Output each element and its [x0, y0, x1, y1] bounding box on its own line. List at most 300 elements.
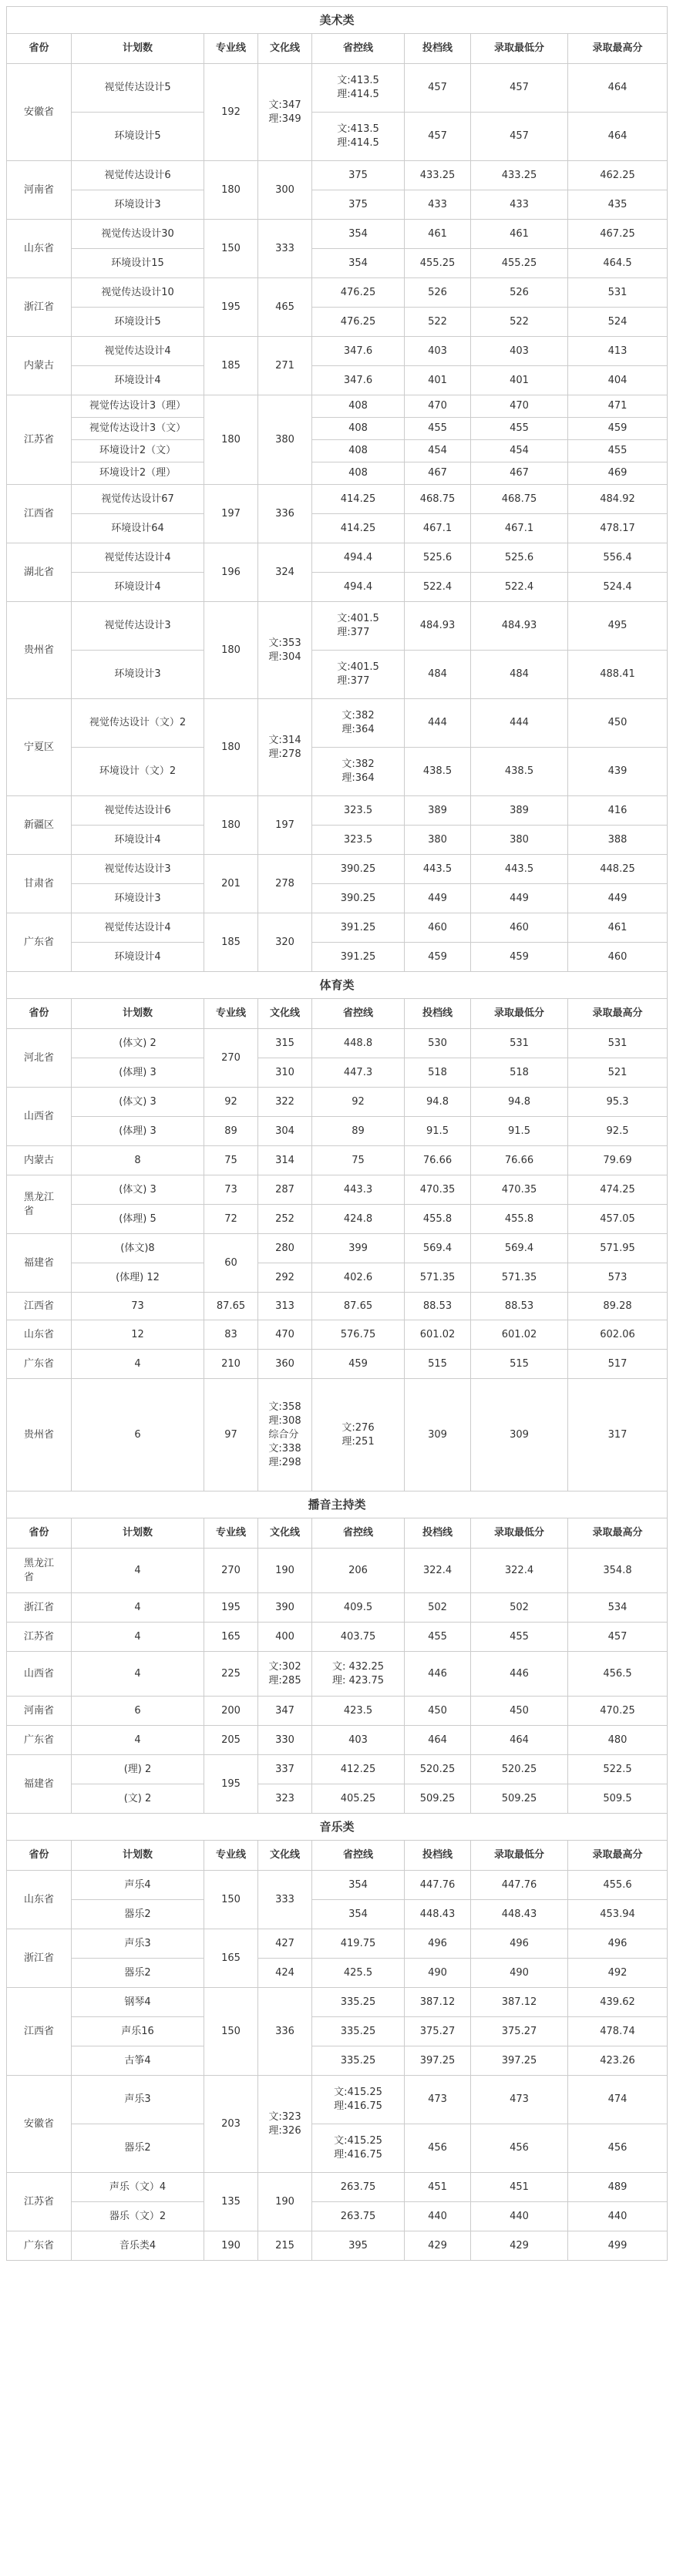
province-cell-text: 江西省: [23, 1300, 54, 1312]
province-cell: [7, 1697, 72, 1726]
province-cell-text: 贵州省: [23, 644, 54, 656]
control-line-cell-text: 494.4: [343, 580, 373, 593]
column-header: [7, 1518, 72, 1549]
control-line-cell: [312, 1871, 405, 1900]
toudang-line-cell: [405, 1652, 471, 1697]
table-row: [7, 462, 668, 485]
column-header-text: 投档线: [422, 1527, 453, 1539]
min-score-cell-text: 447.76: [501, 1878, 537, 1891]
min-score-cell-text: 375.27: [501, 2025, 537, 2037]
max-score-cell: [568, 1117, 668, 1146]
min-score-cell: [471, 943, 568, 972]
major-line-cell-text: 72: [224, 1212, 237, 1225]
plan-count-cell-text: 4: [134, 1601, 141, 1613]
plan-count-cell-text: 12: [131, 1328, 144, 1340]
min-score-cell-text: 467: [510, 467, 529, 479]
max-score-cell: [568, 1379, 668, 1491]
max-score-cell-text: 89.28: [603, 1300, 632, 1312]
min-score-cell-text: 522: [510, 315, 529, 328]
max-score-cell: [568, 440, 668, 462]
min-score-cell: [471, 913, 568, 943]
table-row: [7, 2202, 668, 2231]
min-score-cell: [471, 1058, 568, 1088]
plan-count-cell-text: 器乐2: [124, 2142, 151, 2154]
max-score-cell-text: 464: [607, 130, 628, 142]
column-header-text: 投档线: [422, 1849, 453, 1861]
toudang-line-cell-text: 461: [428, 227, 447, 240]
max-score-cell: [568, 2173, 668, 2202]
column-header-text: 录取最高分: [592, 1849, 643, 1861]
max-score-cell: [568, 796, 668, 826]
section-title: [7, 7, 668, 34]
control-line-cell: [312, 1175, 405, 1205]
toudang-line-cell: [405, 2231, 471, 2261]
min-score-cell: [471, 1988, 568, 2017]
culture-line-cell-text: 323: [275, 1792, 294, 1804]
plan-count-cell-text: 古筝4: [124, 2054, 151, 2067]
column-header-text: 计划数: [122, 1007, 153, 1019]
table-row: [7, 1029, 668, 1058]
plan-count-cell: [72, 2173, 204, 2202]
toudang-line-cell: [405, 1263, 471, 1293]
major-line-cell-text: 180: [221, 183, 241, 196]
plan-count-cell: [72, 1988, 204, 2017]
min-score-cell: [471, 1293, 568, 1320]
control-line-cell-text: 354: [348, 257, 368, 269]
province-cell-text: 黑龙江 省: [23, 1557, 54, 1583]
header-row: [7, 999, 668, 1029]
toudang-line-cell-text: 322.4: [422, 1564, 453, 1576]
column-header: [72, 1841, 204, 1871]
max-score-cell-text: 509.5: [603, 1792, 632, 1804]
max-score-cell-text: 480: [607, 1734, 628, 1746]
plan-count-cell: [72, 1263, 204, 1293]
min-score-cell: [471, 249, 568, 278]
control-line-cell-text: 92: [352, 1095, 365, 1108]
major-line-cell-text: 190: [221, 2239, 241, 2251]
control-line-cell: [312, 485, 405, 514]
plan-count-cell: [72, 651, 204, 699]
min-score-cell: [471, 796, 568, 826]
max-score-cell-text: 478.74: [600, 2025, 635, 2037]
column-header: [312, 1518, 405, 1549]
control-line-cell-text: 375: [348, 169, 368, 181]
table-row: [7, 2173, 668, 2202]
province-cell-text: 安徽省: [23, 106, 54, 118]
table-row: [7, 190, 668, 220]
control-line-cell-text: 414.25: [340, 522, 376, 534]
toudang-line-cell-text: 470.35: [419, 1183, 456, 1196]
control-line-cell: [312, 1293, 405, 1320]
culture-line-cell-text: 336: [275, 507, 294, 520]
max-score-cell-text: 524: [607, 315, 628, 328]
plan-count-cell-text: 视觉传达设计67: [101, 493, 174, 505]
max-score-cell: [568, 1784, 668, 1814]
min-score-cell-text: 601.02: [501, 1328, 537, 1340]
max-score-cell-text: 499: [607, 2239, 628, 2251]
control-line-cell: [312, 1755, 405, 1784]
max-score-cell-text: 455: [607, 445, 628, 456]
toudang-line-cell: [405, 1175, 471, 1205]
province-cell: [7, 855, 72, 913]
min-score-cell: [471, 2231, 568, 2261]
control-line-cell: [312, 573, 405, 602]
major-line-cell-text: 180: [221, 644, 241, 656]
control-line-cell-text: 347.6: [343, 345, 373, 357]
control-line-cell-text: 424.8: [343, 1212, 373, 1225]
culture-line-cell-text: 文:314 理:278: [268, 734, 301, 760]
province-cell: [7, 337, 72, 395]
plan-count-cell-text: 视觉传达设计3: [104, 863, 171, 875]
admission-scores-document: [6, 6, 667, 2261]
province-cell-text: 安徽省: [23, 2117, 54, 2130]
min-score-cell: [471, 699, 568, 748]
min-score-cell: [471, 826, 568, 855]
min-score-cell: [471, 2124, 568, 2173]
max-score-cell: [568, 884, 668, 913]
max-score-cell: [568, 1929, 668, 1959]
column-header: [312, 999, 405, 1029]
min-score-cell: [471, 855, 568, 884]
control-line-cell: [312, 418, 405, 440]
max-score-cell: [568, 1293, 668, 1320]
province-cell-text: 广东省: [23, 1734, 54, 1746]
min-score-cell-text: 322.4: [504, 1564, 534, 1576]
min-score-cell-text: 451: [510, 2181, 529, 2193]
max-score-cell-text: 534: [607, 1601, 628, 1613]
toudang-line-cell-text: 456: [428, 2142, 447, 2154]
table-row: [7, 1959, 668, 1988]
major-line-cell: [204, 1726, 258, 1755]
province-cell: [7, 1652, 72, 1697]
control-line-cell: [312, 1697, 405, 1726]
plan-count-cell-text: 环境设计4: [114, 833, 161, 846]
plan-count-cell: [72, 913, 204, 943]
section-title: [7, 1814, 668, 1841]
toudang-line-cell: [405, 2076, 471, 2124]
max-score-cell-text: 495: [607, 620, 628, 631]
culture-line-cell: [258, 337, 312, 395]
culture-line-cell: [258, 1205, 312, 1234]
toudang-line-cell: [405, 113, 471, 161]
toudang-line-cell: [405, 651, 471, 699]
max-score-cell: [568, 161, 668, 190]
max-score-cell: [568, 462, 668, 485]
control-line-cell-text: 423.5: [343, 1704, 373, 1717]
min-score-cell: [471, 337, 568, 366]
culture-line-cell-text: 333: [275, 242, 294, 254]
culture-line-cell: [258, 699, 312, 796]
control-line-cell: [312, 440, 405, 462]
control-line-cell-text: 391.25: [340, 921, 376, 933]
column-header: [258, 34, 312, 64]
toudang-line-cell-text: 443.5: [422, 863, 453, 875]
major-line-cell: [204, 64, 258, 161]
max-score-cell-text: 92.5: [606, 1125, 629, 1137]
min-score-cell: [471, 1652, 568, 1697]
min-score-cell: [471, 190, 568, 220]
culture-line-cell: [258, 602, 312, 699]
culture-line-cell: [258, 1175, 312, 1205]
control-line-cell: [312, 2046, 405, 2076]
max-score-cell: [568, 1652, 668, 1697]
control-line-cell-text: 89: [352, 1125, 365, 1137]
toudang-line-cell-text: 526: [428, 286, 447, 298]
max-score-cell: [568, 113, 668, 161]
max-score-cell: [568, 1959, 668, 1988]
column-header-text: 文化线: [269, 1527, 300, 1539]
plan-count-cell-text: 视觉传达设计4: [104, 921, 171, 933]
control-line-cell: [312, 884, 405, 913]
culture-line-cell: [258, 1263, 312, 1293]
culture-line-cell-text: 427: [275, 1937, 294, 1949]
plan-count-cell-text: 视觉传达设计5: [104, 82, 171, 93]
major-line-cell-text: 150: [221, 2025, 241, 2037]
control-line-cell: [312, 2076, 405, 2124]
province-cell: [7, 1755, 72, 1814]
culture-line-cell: [258, 855, 312, 913]
max-score-cell: [568, 337, 668, 366]
control-line-cell: [312, 308, 405, 337]
plan-count-cell: [72, 1784, 204, 1814]
plan-count-cell: [72, 1058, 204, 1088]
toudang-line-cell: [405, 602, 471, 651]
max-score-cell-text: 492: [607, 1966, 628, 1979]
province-cell: [7, 1320, 72, 1350]
province-cell-text: 江西省: [23, 2025, 54, 2037]
plan-count-cell-text: 环境设计3: [114, 892, 161, 904]
plan-count-cell-text: (体文) 2: [119, 1037, 156, 1049]
major-line-cell-text: 205: [221, 1734, 241, 1746]
toudang-line-cell: [405, 699, 471, 748]
toudang-line-cell: [405, 1320, 471, 1350]
province-cell-text: 河北省: [23, 1051, 54, 1064]
major-line-cell: [204, 543, 258, 602]
max-score-cell-text: 459: [607, 422, 628, 434]
major-line-cell: [204, 855, 258, 913]
culture-line-cell-text: 215: [275, 2239, 294, 2251]
major-line-cell-text: 195: [221, 1777, 241, 1790]
min-score-cell-text: 444: [510, 717, 529, 728]
column-header-text: 专业线: [215, 42, 246, 54]
control-line-cell: [312, 1263, 405, 1293]
culture-line-cell-text: 252: [275, 1212, 294, 1225]
control-line-cell-text: 408: [348, 445, 368, 456]
min-score-cell: [471, 1929, 568, 1959]
min-score-cell: [471, 602, 568, 651]
toudang-line-cell: [405, 1697, 471, 1726]
column-header: [568, 1841, 668, 1871]
culture-line-cell: [258, 1726, 312, 1755]
section-title-text: 美术类: [319, 13, 355, 27]
min-score-cell-text: 525.6: [504, 551, 534, 563]
toudang-line-cell: [405, 1755, 471, 1784]
province-cell-text: 山西省: [23, 1110, 54, 1122]
toudang-line-cell: [405, 418, 471, 440]
max-score-cell: [568, 395, 668, 418]
table-row: [7, 884, 668, 913]
plan-count-cell: [72, 249, 204, 278]
table-row: [7, 2046, 668, 2076]
toudang-line-cell-text: 403: [428, 345, 447, 357]
control-line-cell: [312, 796, 405, 826]
toudang-line-cell: [405, 796, 471, 826]
column-header-text: 省份: [29, 42, 49, 54]
culture-line-cell-text: 347: [275, 1704, 294, 1717]
table-row: [7, 440, 668, 462]
major-line-cell-text: 210: [221, 1357, 241, 1370]
culture-line-cell: [258, 1320, 312, 1350]
plan-count-cell-text: (体文)8: [120, 1242, 155, 1254]
min-score-cell-text: 76.66: [504, 1154, 534, 1166]
province-cell: [7, 2173, 72, 2231]
province-cell-text: 江西省: [23, 507, 54, 520]
control-line-cell: [312, 1726, 405, 1755]
major-line-cell: [204, 337, 258, 395]
min-score-cell: [471, 161, 568, 190]
culture-line-cell-text: 314: [275, 1154, 294, 1166]
toudang-line-cell-text: 455.8: [422, 1212, 453, 1225]
toudang-line-cell-text: 459: [428, 950, 447, 963]
province-cell-text: 内蒙古: [23, 359, 54, 372]
plan-count-cell-text: 环境设计5: [114, 315, 161, 328]
min-score-cell: [471, 1379, 568, 1491]
max-score-cell: [568, 249, 668, 278]
min-score-cell-text: 380: [510, 833, 529, 846]
province-cell-text: 黑龙江 省: [23, 1191, 54, 1217]
control-line-cell: [312, 1959, 405, 1988]
toudang-line-cell: [405, 2046, 471, 2076]
column-header-text: 录取最低分: [493, 42, 544, 54]
toudang-line-cell: [405, 278, 471, 308]
province-cell: [7, 1234, 72, 1293]
min-score-cell: [471, 1959, 568, 1988]
toudang-line-cell: [405, 2017, 471, 2046]
table-row: [7, 1929, 668, 1959]
plan-count-cell: [72, 1623, 204, 1652]
max-score-cell: [568, 651, 668, 699]
column-header-text: 省份: [29, 1527, 49, 1539]
plan-count-cell-text: (体理) 3: [119, 1125, 156, 1137]
toudang-line-cell: [405, 1726, 471, 1755]
culture-line-cell: [258, 1929, 312, 1959]
table-row: [7, 1755, 668, 1784]
control-line-cell-text: 425.5: [343, 1966, 373, 1979]
column-header-text: 录取最高分: [592, 1527, 643, 1539]
table-row: [7, 1593, 668, 1623]
toudang-line-cell-text: 375.27: [419, 2025, 456, 2037]
min-score-cell: [471, 514, 568, 543]
min-score-cell: [471, 1263, 568, 1293]
toudang-line-cell: [405, 337, 471, 366]
min-score-cell: [471, 1088, 568, 1117]
column-header-text: 录取最低分: [493, 1007, 544, 1019]
culture-line-cell-text: 190: [275, 1564, 294, 1576]
plan-count-cell: [72, 462, 204, 485]
culture-line-cell: [258, 1379, 312, 1491]
toudang-line-cell-text: 447.76: [419, 1878, 456, 1891]
column-header: [471, 34, 568, 64]
max-score-cell: [568, 2202, 668, 2231]
toudang-line-cell: [405, 913, 471, 943]
toudang-line-cell: [405, 308, 471, 337]
plan-count-cell: [72, 308, 204, 337]
column-header-text: 省控线: [342, 1007, 373, 1019]
max-score-cell: [568, 748, 668, 796]
province-cell: [7, 1623, 72, 1652]
plan-count-cell-text: 声乐3: [124, 2093, 151, 2105]
plan-count-cell: [72, 1726, 204, 1755]
province-cell: [7, 1871, 72, 1929]
culture-line-cell-text: 330: [275, 1734, 294, 1746]
column-header-text: 投档线: [422, 42, 453, 54]
max-score-cell: [568, 1871, 668, 1900]
plan-count-cell-text: 视觉传达设计6: [104, 804, 171, 816]
culture-line-cell: [258, 1234, 312, 1263]
plan-count-cell: [72, 220, 204, 249]
control-line-cell: [312, 161, 405, 190]
culture-line-cell-text: 310: [275, 1066, 294, 1078]
major-line-cell: [204, 1205, 258, 1234]
column-header-text: 录取最低分: [493, 1849, 544, 1861]
min-score-cell-text: 484.93: [501, 620, 537, 631]
plan-count-cell-text: 环境设计64: [111, 522, 164, 534]
control-line-cell: [312, 249, 405, 278]
major-line-cell: [204, 1117, 258, 1146]
control-line-cell: [312, 1900, 405, 1929]
province-cell: [7, 1350, 72, 1379]
toudang-line-cell: [405, 395, 471, 418]
culture-line-cell: [258, 1088, 312, 1117]
culture-line-cell-text: 280: [275, 1242, 294, 1254]
max-score-cell: [568, 699, 668, 748]
column-header: [405, 1841, 471, 1871]
table-row: [7, 1623, 668, 1652]
major-line-cell: [204, 161, 258, 220]
toudang-line-cell-text: 91.5: [426, 1125, 449, 1137]
control-line-cell-text: 443.3: [343, 1183, 373, 1196]
min-score-cell-text: 490: [510, 1966, 529, 1979]
min-score-cell-text: 457: [510, 82, 529, 93]
toudang-line-cell: [405, 249, 471, 278]
column-header-text: 专业线: [215, 1849, 246, 1861]
plan-count-cell: [72, 1900, 204, 1929]
section-title-row: [7, 1814, 668, 1841]
control-line-cell: [312, 1146, 405, 1175]
culture-line-cell: [258, 220, 312, 278]
max-score-cell-text: 573: [607, 1271, 628, 1283]
control-line-cell: [312, 1058, 405, 1088]
plan-count-cell-text: 视觉传达设计10: [101, 286, 174, 298]
control-line-cell: [312, 1379, 405, 1491]
culture-line-cell-text: 190: [275, 2195, 294, 2208]
min-score-cell: [471, 543, 568, 573]
major-line-cell: [204, 1652, 258, 1697]
province-cell: [7, 220, 72, 278]
major-line-cell-text: 225: [221, 1667, 241, 1680]
major-line-cell-text: 180: [221, 819, 241, 831]
plan-count-cell-text: 声乐16: [121, 2025, 154, 2037]
plan-count-cell: [72, 1175, 204, 1205]
culture-line-cell: [258, 1058, 312, 1088]
toudang-line-cell-text: 397.25: [419, 2054, 456, 2067]
column-header: [72, 34, 204, 64]
toudang-line-cell: [405, 884, 471, 913]
toudang-line-cell: [405, 1593, 471, 1623]
major-line-cell: [204, 1623, 258, 1652]
toudang-line-cell-text: 448.43: [419, 1908, 456, 1920]
culture-line-cell: [258, 1784, 312, 1814]
